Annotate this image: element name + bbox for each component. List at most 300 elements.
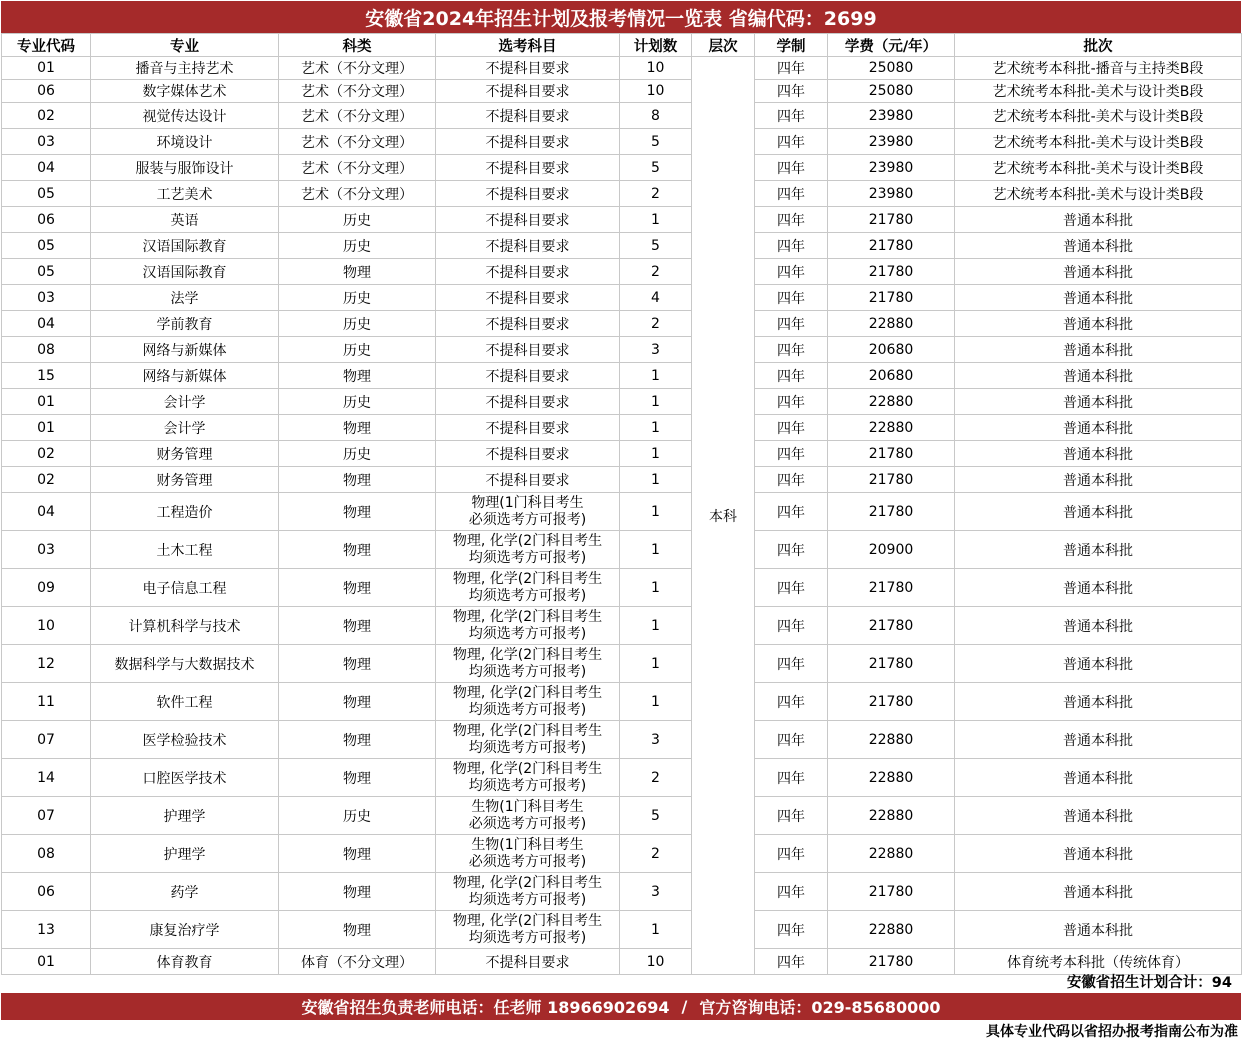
cell-code: 05: [2, 233, 91, 259]
cell-major: 汉语国际教育: [91, 233, 279, 259]
cell-subject: 不提科目要求: [436, 233, 620, 259]
cell-subject: 不提科目要求: [436, 337, 620, 363]
subject-line: 物理, 化学(2门科目考生: [452, 532, 603, 549]
subject-line: 物理, 化学(2门科目考生: [452, 912, 603, 929]
column-header-category: 科类: [279, 34, 436, 57]
cell-duration: 四年: [755, 415, 828, 441]
cell-plan: 1: [620, 415, 692, 441]
cell-plan: 2: [620, 181, 692, 207]
cell-fee: 22880: [828, 415, 955, 441]
cell-subject: [436, 911, 620, 949]
subject-line: 物理, 化学(2门科目考生: [452, 874, 603, 891]
table-body: [2, 57, 1242, 975]
cell-code: 04: [2, 155, 91, 181]
cell-major: 药学: [91, 873, 279, 911]
subject-line: 均须选考方可报考): [468, 929, 587, 946]
table-row: [2, 155, 1242, 181]
cell-subject: 不提科目要求: [436, 155, 620, 181]
cell-plan: 1: [620, 531, 692, 569]
column-header-batch: 批次: [955, 34, 1242, 57]
cell-subject: 不提科目要求: [436, 467, 620, 493]
cell-batch: 普通本科批: [955, 531, 1242, 569]
cell-fee: 23980: [828, 103, 955, 129]
cell-major: 汉语国际教育: [91, 259, 279, 285]
cell-category: 物理: [279, 911, 436, 949]
cell-subject: [436, 531, 620, 569]
cell-category: 历史: [279, 389, 436, 415]
table-row: [2, 531, 1242, 569]
cell-fee: 20680: [828, 337, 955, 363]
cell-duration: 四年: [755, 233, 828, 259]
subject-line: 均须选考方可报考): [468, 549, 587, 566]
cell-code: 01: [2, 949, 91, 975]
subject-line: 均须选考方可报考): [468, 777, 587, 794]
table-row: [2, 80, 1242, 103]
cell-subject: 不提科目要求: [436, 80, 620, 103]
cell-plan: 1: [620, 467, 692, 493]
cell-code: 01: [2, 57, 91, 80]
cell-batch: 艺术统考本科批-播音与主持类B段: [955, 57, 1242, 80]
cell-duration: 四年: [755, 797, 828, 835]
table-row: [2, 607, 1242, 645]
cell-major: 康复治疗学: [91, 911, 279, 949]
cell-major: 电子信息工程: [91, 569, 279, 607]
cell-duration: 四年: [755, 607, 828, 645]
cell-batch: 艺术统考本科批-美术与设计类B段: [955, 181, 1242, 207]
subject-line: 均须选考方可报考): [468, 587, 587, 604]
cell-batch: 普通本科批: [955, 285, 1242, 311]
cell-batch: 艺术统考本科批-美术与设计类B段: [955, 80, 1242, 103]
cell-code: 12: [2, 645, 91, 683]
cell-level: 本科: [692, 57, 755, 975]
cell-category: 物理: [279, 531, 436, 569]
cell-major: 网络与新媒体: [91, 363, 279, 389]
cell-category: 艺术（不分文理）: [279, 57, 436, 80]
cell-code: 07: [2, 721, 91, 759]
cell-subject: 不提科目要求: [436, 129, 620, 155]
table-row: [2, 949, 1242, 975]
cell-fee: 23980: [828, 155, 955, 181]
table-row: [2, 493, 1242, 531]
cell-category: 历史: [279, 797, 436, 835]
cell-code: 02: [2, 467, 91, 493]
cell-plan: 5: [620, 233, 692, 259]
cell-batch: 普通本科批: [955, 873, 1242, 911]
cell-subject: [436, 797, 620, 835]
cell-category: 物理: [279, 607, 436, 645]
cell-fee: 22880: [828, 721, 955, 759]
cell-major: 网络与新媒体: [91, 337, 279, 363]
cell-plan: 10: [620, 80, 692, 103]
cell-batch: 普通本科批: [955, 645, 1242, 683]
cell-duration: 四年: [755, 721, 828, 759]
cell-category: 物理: [279, 493, 436, 531]
subject-line: 必须选考方可报考): [468, 853, 587, 870]
cell-subject: 不提科目要求: [436, 311, 620, 337]
cell-code: 06: [2, 80, 91, 103]
cell-category: 物理: [279, 259, 436, 285]
cell-category: 艺术（不分文理）: [279, 155, 436, 181]
cell-fee: 21780: [828, 569, 955, 607]
cell-code: 02: [2, 441, 91, 467]
cell-category: 物理: [279, 873, 436, 911]
cell-major: 口腔医学技术: [91, 759, 279, 797]
subject-line: 均须选考方可报考): [468, 891, 587, 908]
cell-fee: 21780: [828, 259, 955, 285]
cell-fee: 21780: [828, 441, 955, 467]
cell-duration: 四年: [755, 759, 828, 797]
cell-subject: 不提科目要求: [436, 285, 620, 311]
subject-line: 物理, 化学(2门科目考生: [452, 646, 603, 663]
cell-plan: 1: [620, 493, 692, 531]
cell-subject: 不提科目要求: [436, 441, 620, 467]
cell-subject: [436, 835, 620, 873]
table-row: [2, 441, 1242, 467]
cell-category: 历史: [279, 337, 436, 363]
cell-fee: 25080: [828, 57, 955, 80]
table-row: [2, 835, 1242, 873]
cell-code: 11: [2, 683, 91, 721]
cell-duration: 四年: [755, 337, 828, 363]
cell-plan: 8: [620, 103, 692, 129]
cell-major: 数据科学与大数据技术: [91, 645, 279, 683]
cell-duration: 四年: [755, 80, 828, 103]
cell-fee: 22880: [828, 835, 955, 873]
cell-category: 物理: [279, 759, 436, 797]
cell-major: 工程造价: [91, 493, 279, 531]
cell-batch: 普通本科批: [955, 259, 1242, 285]
cell-code: 04: [2, 493, 91, 531]
cell-subject: 不提科目要求: [436, 949, 620, 975]
cell-major: 计算机科学与技术: [91, 607, 279, 645]
cell-major: 软件工程: [91, 683, 279, 721]
column-header-plan: 计划数: [620, 34, 692, 57]
cell-subject: [436, 873, 620, 911]
cell-plan: 2: [620, 835, 692, 873]
cell-major: 会计学: [91, 389, 279, 415]
cell-major: 学前教育: [91, 311, 279, 337]
cell-fee: 21780: [828, 607, 955, 645]
cell-code: 01: [2, 389, 91, 415]
cell-code: 01: [2, 415, 91, 441]
table-row: [2, 363, 1242, 389]
cell-fee: 21780: [828, 873, 955, 911]
cell-batch: 艺术统考本科批-美术与设计类B段: [955, 155, 1242, 181]
cell-duration: 四年: [755, 103, 828, 129]
cell-batch: 普通本科批: [955, 493, 1242, 531]
table-row: [2, 873, 1242, 911]
table-row: [2, 103, 1242, 129]
subject-line: 均须选考方可报考): [468, 739, 587, 756]
cell-category: 历史: [279, 233, 436, 259]
cell-plan: 1: [620, 363, 692, 389]
table-header-row: [2, 34, 1242, 57]
cell-plan: 3: [620, 337, 692, 363]
table-row: [2, 645, 1242, 683]
table-row: [2, 467, 1242, 493]
cell-major: 工艺美术: [91, 181, 279, 207]
table-row: [2, 259, 1242, 285]
cell-fee: 22880: [828, 759, 955, 797]
cell-category: 物理: [279, 835, 436, 873]
cell-duration: 四年: [755, 949, 828, 975]
cell-plan: 1: [620, 683, 692, 721]
cell-major: 财务管理: [91, 467, 279, 493]
cell-code: 03: [2, 129, 91, 155]
cell-code: 09: [2, 569, 91, 607]
cell-fee: 21780: [828, 285, 955, 311]
cell-fee: 21780: [828, 207, 955, 233]
cell-fee: 21780: [828, 493, 955, 531]
cell-duration: 四年: [755, 441, 828, 467]
official-hotline: 官方咨询电话：029-85680000: [699, 998, 941, 1017]
cell-batch: 普通本科批: [955, 759, 1242, 797]
column-header-major: 专业: [91, 34, 279, 57]
cell-fee: 20680: [828, 363, 955, 389]
cell-duration: 四年: [755, 569, 828, 607]
cell-major: 播音与主持艺术: [91, 57, 279, 80]
cell-subject: [436, 607, 620, 645]
cell-duration: 四年: [755, 835, 828, 873]
cell-batch: 普通本科批: [955, 911, 1242, 949]
table-row: [2, 57, 1242, 80]
cell-plan: 5: [620, 797, 692, 835]
contact-teacher-phone: 安徽省招生负责老师电话：任老师 18966902694: [301, 998, 670, 1017]
cell-code: 02: [2, 103, 91, 129]
cell-plan: 1: [620, 607, 692, 645]
column-header-subject: 选考科目: [436, 34, 620, 57]
table-row: [2, 415, 1242, 441]
cell-code: 08: [2, 835, 91, 873]
cell-code: 14: [2, 759, 91, 797]
cell-category: 物理: [279, 363, 436, 389]
column-header-fee: 学费（元/年）: [828, 34, 955, 57]
cell-subject: 不提科目要求: [436, 181, 620, 207]
page-title: 安徽省2024年招生计划及报考情况一览表 省编代码：2699: [1, 1, 1241, 33]
cell-plan: 1: [620, 569, 692, 607]
table-row: [2, 337, 1242, 363]
cell-category: 物理: [279, 721, 436, 759]
cell-batch: 普通本科批: [955, 311, 1242, 337]
cell-duration: 四年: [755, 493, 828, 531]
cell-code: 04: [2, 311, 91, 337]
cell-batch: 普通本科批: [955, 415, 1242, 441]
cell-duration: 四年: [755, 363, 828, 389]
subject-line: 均须选考方可报考): [468, 663, 587, 680]
cell-fee: 21780: [828, 233, 955, 259]
cell-plan: 1: [620, 911, 692, 949]
cell-batch: 普通本科批: [955, 467, 1242, 493]
cell-plan: 2: [620, 311, 692, 337]
cell-fee: 22880: [828, 389, 955, 415]
subject-line: 均须选考方可报考): [468, 625, 587, 642]
cell-plan: 1: [620, 389, 692, 415]
cell-plan: 4: [620, 285, 692, 311]
cell-subject: [436, 683, 620, 721]
table-row: [2, 389, 1242, 415]
cell-fee: 21780: [828, 645, 955, 683]
cell-duration: 四年: [755, 389, 828, 415]
cell-code: 08: [2, 337, 91, 363]
cell-duration: 四年: [755, 207, 828, 233]
subject-line: 必须选考方可报考): [468, 815, 587, 832]
contact-footer: [1, 993, 1241, 1020]
cell-duration: 四年: [755, 467, 828, 493]
cell-batch: 普通本科批: [955, 721, 1242, 759]
cell-major: 财务管理: [91, 441, 279, 467]
cell-plan: 5: [620, 129, 692, 155]
table-row: [2, 181, 1242, 207]
cell-fee: 22880: [828, 797, 955, 835]
cell-subject: 不提科目要求: [436, 57, 620, 80]
cell-duration: 四年: [755, 181, 828, 207]
cell-major: 法学: [91, 285, 279, 311]
cell-major: 医学检验技术: [91, 721, 279, 759]
cell-duration: 四年: [755, 259, 828, 285]
cell-fee: 22880: [828, 911, 955, 949]
table-row: [2, 311, 1242, 337]
disclaimer-note: 具体专业代码以省招办报考指南公布为准: [986, 1024, 1238, 1040]
cell-batch: 普通本科批: [955, 569, 1242, 607]
cell-plan: 3: [620, 873, 692, 911]
cell-category: 历史: [279, 207, 436, 233]
cell-code: 05: [2, 181, 91, 207]
subject-line: 物理(1门科目考生: [471, 494, 584, 511]
cell-batch: 艺术统考本科批-美术与设计类B段: [955, 129, 1242, 155]
table-row: [2, 911, 1242, 949]
cell-category: 历史: [279, 441, 436, 467]
cell-category: 体育（不分文理）: [279, 949, 436, 975]
cell-code: 06: [2, 207, 91, 233]
cell-batch: 普通本科批: [955, 607, 1242, 645]
cell-category: 艺术（不分文理）: [279, 181, 436, 207]
cell-plan: 2: [620, 259, 692, 285]
cell-subject: 不提科目要求: [436, 103, 620, 129]
table-row: [2, 721, 1242, 759]
cell-batch: 普通本科批: [955, 363, 1242, 389]
cell-duration: 四年: [755, 531, 828, 569]
cell-plan: 1: [620, 207, 692, 233]
cell-subject: [436, 645, 620, 683]
cell-code: 05: [2, 259, 91, 285]
cell-fee: 21780: [828, 683, 955, 721]
cell-major: 英语: [91, 207, 279, 233]
table-row: [2, 285, 1242, 311]
cell-code: 06: [2, 873, 91, 911]
subject-line: 均须选考方可报考): [468, 701, 587, 718]
cell-major: 护理学: [91, 797, 279, 835]
cell-batch: 普通本科批: [955, 337, 1242, 363]
table-row: [2, 759, 1242, 797]
cell-code: 13: [2, 911, 91, 949]
enrollment-table: [1, 33, 1242, 975]
cell-major: 土木工程: [91, 531, 279, 569]
table-row: [2, 207, 1242, 233]
cell-category: 物理: [279, 683, 436, 721]
table-row: [2, 129, 1242, 155]
table-row: [2, 797, 1242, 835]
cell-major: 护理学: [91, 835, 279, 873]
subject-line: 物理, 化学(2门科目考生: [452, 722, 603, 739]
column-header-level: 层次: [692, 34, 755, 57]
cell-code: 03: [2, 531, 91, 569]
cell-fee: 25080: [828, 80, 955, 103]
cell-subject: [436, 721, 620, 759]
cell-code: 10: [2, 607, 91, 645]
cell-major: 服装与服饰设计: [91, 155, 279, 181]
subject-line: 物理, 化学(2门科目考生: [452, 760, 603, 777]
column-header-duration: 学制: [755, 34, 828, 57]
cell-fee: 23980: [828, 129, 955, 155]
cell-plan: 10: [620, 949, 692, 975]
cell-fee: 21780: [828, 467, 955, 493]
subject-line: 物理, 化学(2门科目考生: [452, 608, 603, 625]
cell-fee: 23980: [828, 181, 955, 207]
table-row: [2, 233, 1242, 259]
cell-code: 07: [2, 797, 91, 835]
cell-batch: 普通本科批: [955, 441, 1242, 467]
cell-code: 03: [2, 285, 91, 311]
cell-duration: 四年: [755, 911, 828, 949]
cell-category: 艺术（不分文理）: [279, 103, 436, 129]
cell-major: 视觉传达设计: [91, 103, 279, 129]
cell-subject: [436, 569, 620, 607]
subject-line: 必须选考方可报考): [468, 511, 587, 528]
footer-separator: /: [681, 997, 688, 1016]
cell-fee: 20900: [828, 531, 955, 569]
cell-category: 物理: [279, 467, 436, 493]
table-row: [2, 683, 1242, 721]
cell-plan: 2: [620, 759, 692, 797]
cell-batch: 艺术统考本科批-美术与设计类B段: [955, 103, 1242, 129]
cell-subject: 不提科目要求: [436, 363, 620, 389]
total-plan-count: 安徽省招生计划合计：94: [1066, 975, 1232, 991]
cell-subject: 不提科目要求: [436, 389, 620, 415]
cell-plan: 3: [620, 721, 692, 759]
cell-batch: 普通本科批: [955, 389, 1242, 415]
cell-plan: 5: [620, 155, 692, 181]
cell-major: 会计学: [91, 415, 279, 441]
cell-fee: 21780: [828, 949, 955, 975]
cell-major: 数字媒体艺术: [91, 80, 279, 103]
cell-duration: 四年: [755, 645, 828, 683]
cell-duration: 四年: [755, 57, 828, 80]
subject-line: 物理, 化学(2门科目考生: [452, 570, 603, 587]
cell-plan: 1: [620, 441, 692, 467]
cell-category: 物理: [279, 569, 436, 607]
cell-batch: 普通本科批: [955, 207, 1242, 233]
cell-category: 物理: [279, 645, 436, 683]
subject-line: 物理, 化学(2门科目考生: [452, 684, 603, 701]
cell-subject: 不提科目要求: [436, 415, 620, 441]
cell-fee: 22880: [828, 311, 955, 337]
cell-duration: 四年: [755, 285, 828, 311]
cell-category: 艺术（不分文理）: [279, 80, 436, 103]
cell-duration: 四年: [755, 683, 828, 721]
cell-subject: [436, 493, 620, 531]
cell-category: 历史: [279, 311, 436, 337]
cell-code: 15: [2, 363, 91, 389]
cell-batch: 普通本科批: [955, 233, 1242, 259]
cell-subject: 不提科目要求: [436, 207, 620, 233]
cell-duration: 四年: [755, 873, 828, 911]
column-header-code: 专业代码: [2, 34, 91, 57]
cell-subject: [436, 759, 620, 797]
cell-duration: 四年: [755, 155, 828, 181]
cell-category: 历史: [279, 285, 436, 311]
subject-line: 生物(1门科目考生: [471, 798, 584, 815]
cell-category: 艺术（不分文理）: [279, 129, 436, 155]
